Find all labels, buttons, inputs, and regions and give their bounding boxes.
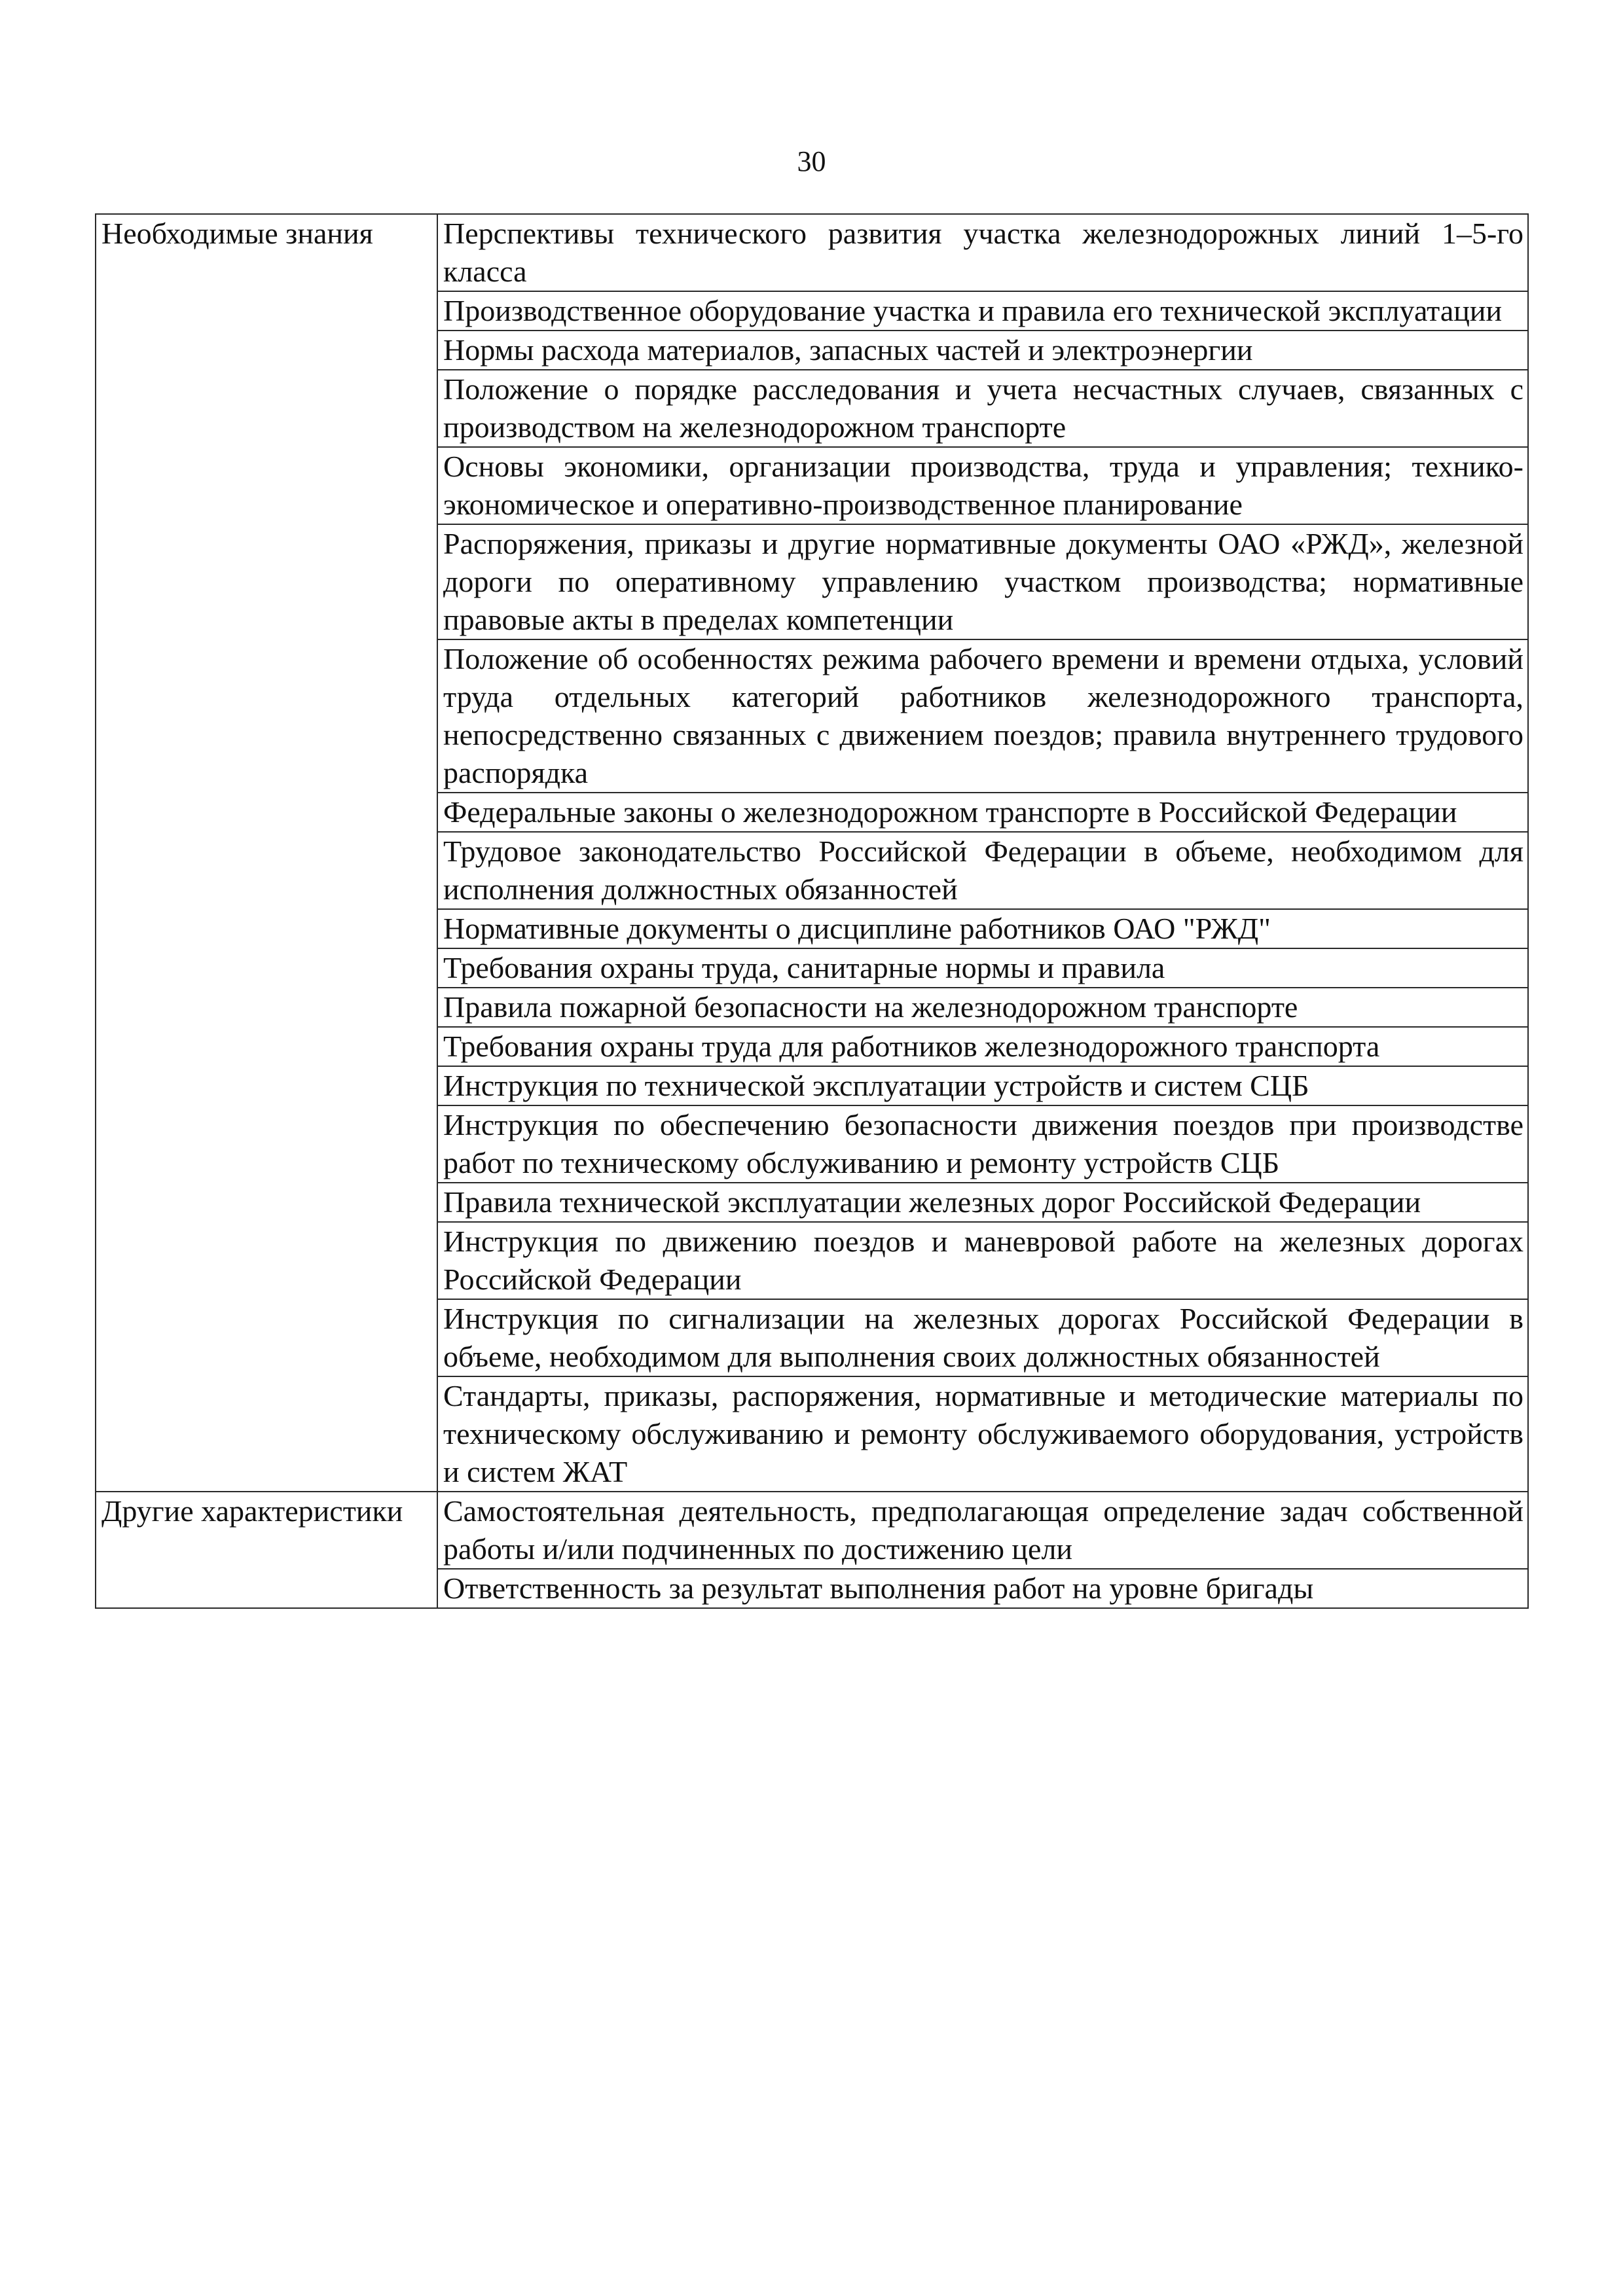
requirement-item: Трудовое законодательство Российской Федерации в объеме, необходимом для исполнения должностных обязанностей <box>437 832 1528 909</box>
requirement-item: Инструкция по технической эксплуатации устройств и систем СЦБ <box>437 1066 1528 1105</box>
page-number: 30 <box>797 145 826 177</box>
requirement-item: Нормы расхода материалов, запасных частей и электроэнергии <box>437 331 1528 370</box>
table-row <box>96 1492 1528 1569</box>
requirement-item: Инструкция по движению поездов и маневровой работе на железных дорогах Российской Федерации <box>437 1222 1528 1299</box>
requirements-table <box>95 213 1529 1609</box>
requirement-item: Перспективы технического развития участка железнодорожных линий 1–5-го класса <box>437 214 1528 291</box>
requirement-item: Основы экономики, организации производства, труда и управления; технико-экономическое и оперативно-производственное планирование <box>437 447 1528 524</box>
table-row <box>96 214 1528 291</box>
requirement-item: Федеральные законы о железнодорожном транспорте в Российской Федерации <box>437 793 1528 832</box>
requirement-item: Инструкция по обеспечению безопасности движения поездов при производстве работ по техническому обслуживанию и ремонту устройств СЦБ <box>437 1105 1528 1183</box>
requirement-item: Положение о порядке расследования и учета несчастных случаев, связанных с производством на железнодорожном транспорте <box>437 370 1528 447</box>
section-heading: Другие характеристики <box>96 1492 437 1608</box>
requirement-item: Ответственность за результат выполнения работ на уровне бригады <box>437 1569 1528 1608</box>
requirement-item: Инструкция по сигнализации на железных дорогах Российской Федерации в объеме, необходимом для выполнения своих должностных обязанностей <box>437 1299 1528 1376</box>
requirement-item: Самостоятельная деятельность, предполагающая определение задач собственной работы и/или подчиненных по достижению цели <box>437 1492 1528 1569</box>
requirement-item: Положение об особенностях режима рабочего времени и времени отдыха, условий труда отдельных категорий работников железнодорожного транспорта, непосредственно связанных с движением поездов; правила внутреннего трудового распорядка <box>437 639 1528 793</box>
section-heading: Необходимые знания <box>96 214 437 1492</box>
requirement-item: Нормативные документы о дисциплине работников ОАО "РЖД" <box>437 909 1528 948</box>
requirement-item: Требования охраны труда для работников железнодорожного транспорта <box>437 1027 1528 1066</box>
requirement-item: Правила пожарной безопасности на железнодорожном транспорте <box>437 988 1528 1027</box>
requirement-item: Распоряжения, приказы и другие нормативные документы ОАО «РЖД», железной дороги по оперативному управлению участком производства; нормативные правовые акты в пределах компетенции <box>437 524 1528 639</box>
requirement-item: Требования охраны труда, санитарные нормы и правила <box>437 948 1528 988</box>
requirement-item: Стандарты, приказы, распоряжения, нормативные и методические материалы по техническому обслуживанию и ремонту обслуживаемого оборудования, устройств и систем ЖАТ <box>437 1376 1528 1492</box>
requirement-item: Правила технической эксплуатации железных дорог Российской Федерации <box>437 1183 1528 1222</box>
requirement-item: Производственное оборудование участка и правила его технической эксплуатации <box>437 291 1528 331</box>
